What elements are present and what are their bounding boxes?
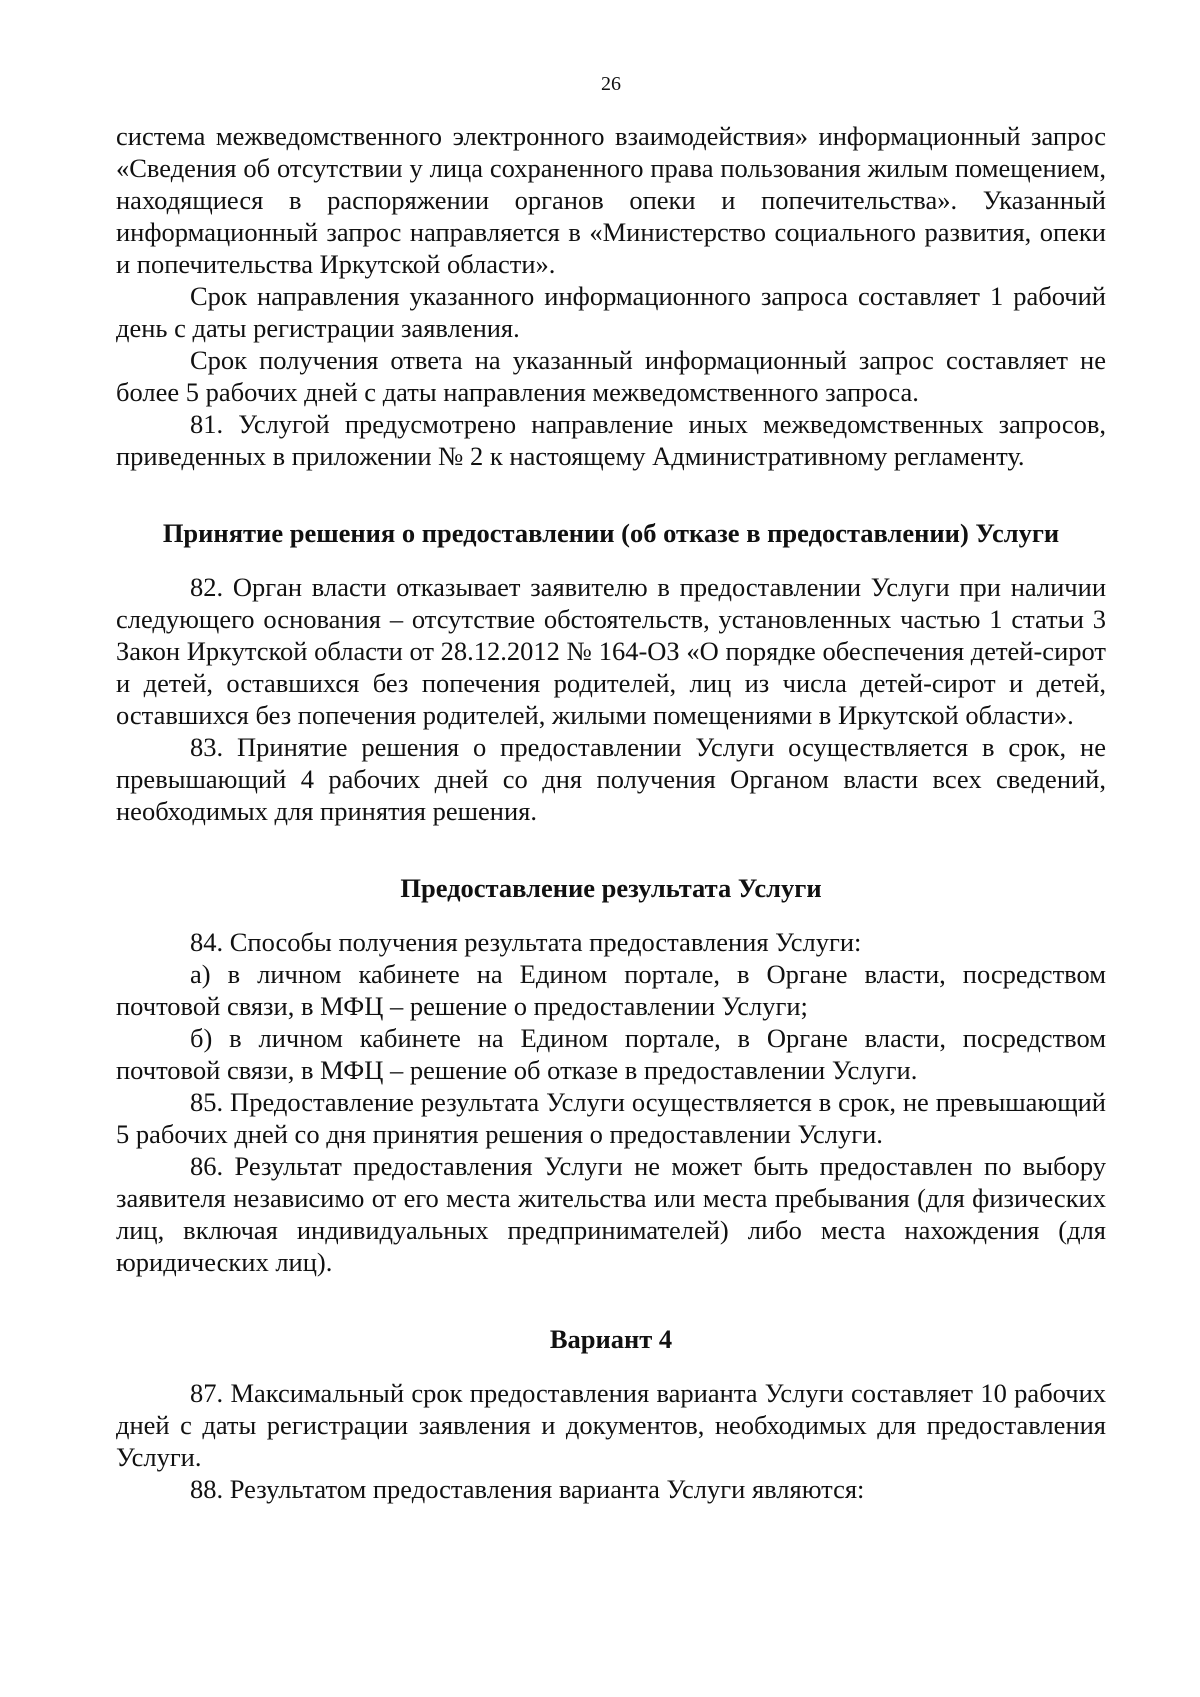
paragraph-response-deadline: Срок получения ответа на указанный информационный запрос составляет не более 5 рабочих дней с даты направления межведомственного запроса. xyxy=(116,345,1106,407)
spacer xyxy=(116,549,1106,571)
paragraph-84a: а) в личном кабинете на Едином портале, в Органе власти, посредством почтовой связи, в МФЦ – решение о предоставлении Услуги; xyxy=(116,959,1106,1021)
paragraph-82: 82. Орган власти отказывает заявителю в предоставлении Услуги при наличии следующего основания – отсутствие обстоятельств, установленных частью 1 статьи 3 Закон Иркутской области от 28.12.2012 № 164-ОЗ «О порядке обеспечения детей-сирот и детей, оставшихся без попечения родителей, лиц из числа детей-сирот и детей, оставшихся без попечения родителей, жилыми помещениями в Иркутской области». xyxy=(116,572,1106,730)
spacer xyxy=(116,472,1106,517)
paragraph-84b: б) в личном кабинете на Едином портале, в Органе власти, посредством почтовой связи, в МФЦ – решение об отказе в предоставлении Услуги. xyxy=(116,1023,1106,1085)
paragraph-interagency-request: система межведомственного электронного взаимодействия» информационный запрос «Сведения об отсутствии у лица сохраненного права пользования жилым помещением, находящиеся в распоряжении органов опеки и попечительства». Указанный информационный запрос направляется в «Министерство социального развития, опеки и попечительства Иркутской области». xyxy=(116,121,1106,279)
spacer xyxy=(116,827,1106,872)
paragraph-request-deadline: Срок направления указанного информационного запроса составляет 1 рабочий день с даты регистрации заявления. xyxy=(116,281,1106,343)
paragraph-86: 86. Результат предоставления Услуги не может быть предоставлен по выбору заявителя независимо от его места жительства или места пребывания (для физических лиц, включая индивидуальных предпринимателей) либо места нахождения (для юридических лиц). xyxy=(116,1151,1106,1277)
spacer xyxy=(116,1278,1106,1323)
paragraph-88: 88. Результатом предоставления варианта Услуги являются: xyxy=(190,1474,865,1504)
section-heading-variant-4: Вариант 4 xyxy=(549,1324,673,1354)
paragraph-83: 83. Принятие решения о предоставлении Услуги осуществляется в срок, не превышающий 4 рабочих дней со дня получения Органом власти всех сведений, необходимых для принятия решения. xyxy=(116,732,1106,826)
section-heading-decision: Принятие решения о предоставлении (об отказе в предоставлении) Услуги xyxy=(162,518,1060,548)
paragraph-87: 87. Максимальный срок предоставления варианта Услуги составляет 10 рабочих дней с даты регистрации заявления и документов, необходимых для предоставления Услуги. xyxy=(116,1378,1106,1472)
paragraph-81: 81. Услугой предусмотрено направление иных межведомственных запросов, приведенных в приложении № 2 к настоящему Административному регламенту. xyxy=(116,409,1106,471)
document-body xyxy=(116,120,1106,1505)
section-heading-result: Предоставление результата Услуги xyxy=(400,873,822,903)
spacer xyxy=(116,1355,1106,1377)
page-number: 26 xyxy=(601,73,621,95)
spacer xyxy=(116,904,1106,926)
paragraph-85: 85. Предоставление результата Услуги осуществляется в срок, не превышающий 5 рабочих дней со дня принятия решения о предоставлении Услуги. xyxy=(116,1087,1106,1149)
paragraph-84: 84. Способы получения результата предоставления Услуги: xyxy=(190,927,862,957)
